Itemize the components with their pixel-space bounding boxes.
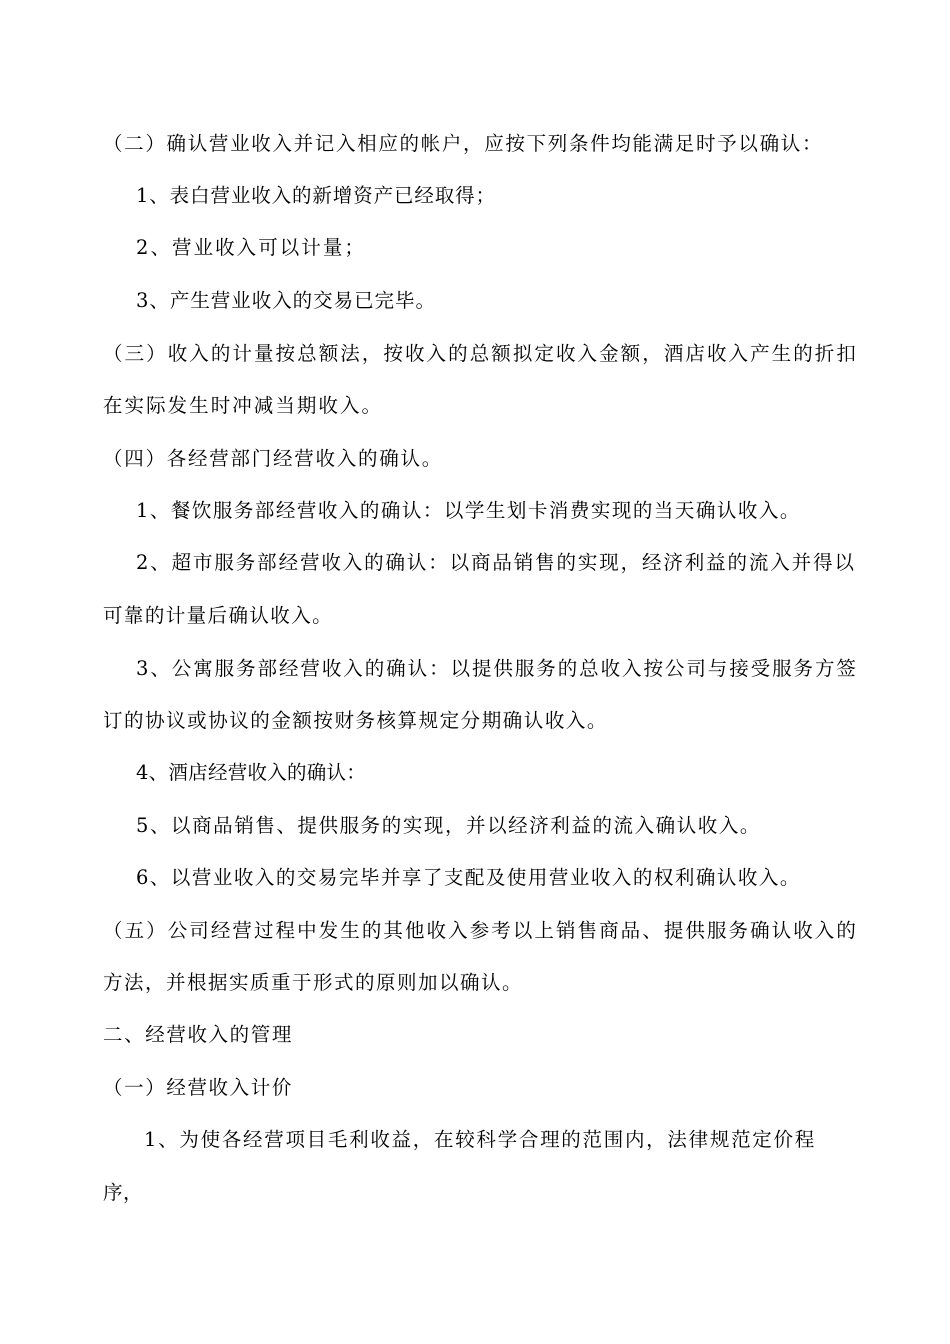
list-item-pricing-line-2: 序， — [103, 1181, 143, 1204]
paragraph-4-heading: （四）各经营部门经营收入的确认。 — [103, 447, 444, 470]
paragraph-2-heading: （二）确认营业收入并记入相应的帐户，应按下列条件均能满足时予以确认： — [103, 132, 824, 155]
list-item-4-4: 4、酒店经营收入的确认： — [136, 761, 367, 784]
paragraph-5-line-1: （五）公司经营过程中发生的其他收入参考以上销售商品、提供服务确认收入的 — [103, 919, 858, 942]
list-item-1: 1、表白营业收入的新增资产已经取得； — [136, 184, 496, 207]
list-item-3: 3、产生营业收入的交易已完毕。 — [136, 289, 436, 312]
list-item-4-3-line-1: 3、公寓服务部经营收入的确认：以提供服务的总收入按公司与接受服务方签 — [136, 657, 858, 680]
list-item-4-6: 6、以营业收入的交易完毕并享了支配及使用营业收入的权利确认收入。 — [136, 866, 801, 889]
section-2-heading: 二、经营收入的管理 — [103, 1023, 293, 1046]
list-item-4-5: 5、以商品销售、提供服务的实现，并以经济利益的流入确认收入。 — [136, 814, 762, 837]
list-item-4-3-line-2: 订的协议或协议的金额按财务核算规定分期确认收入。 — [103, 709, 608, 732]
list-item-pricing-line-1: 1、为使各经营项目毛利收益，在较科学合理的范围内，法律规范定价程 — [144, 1128, 816, 1151]
subsection-1-heading: （一）经营收入计价 — [103, 1076, 293, 1099]
list-item-2: 2、营业收入可以计量； — [136, 236, 366, 259]
list-item-4-2-line-1: 2、超市服务部经营收入的确认：以商品销售的实现，经济利益的流入并得以 — [136, 551, 856, 574]
paragraph-5-line-2: 方法，并根据实质重于形式的原则加以确认。 — [103, 971, 524, 994]
list-item-4-1: 1、餐饮服务部经营收入的确认：以学生划卡消费实现的当天确认收入。 — [136, 499, 801, 522]
list-item-4-2-line-2: 可靠的计量后确认收入。 — [103, 604, 334, 627]
paragraph-3-line-2: 在实际发生时冲减当期收入。 — [103, 394, 384, 417]
paragraph-3-line-1: （三）收入的计量按总额法，按收入的总额拟定收入金额，酒店收入产生的折扣 — [103, 342, 858, 365]
